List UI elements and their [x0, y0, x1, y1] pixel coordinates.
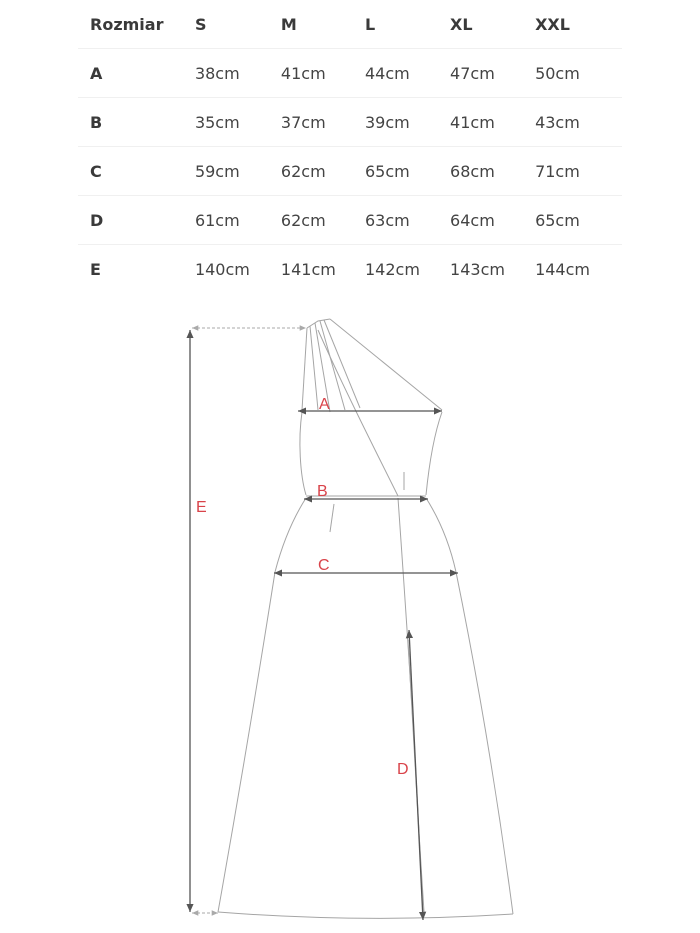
- table-cell: 62cm: [281, 147, 365, 196]
- row-label: E: [90, 259, 101, 279]
- table-cell: 141cm: [280, 259, 336, 279]
- measure-e: [190, 328, 306, 913]
- measure-c: [274, 557, 458, 574]
- label-d: D: [397, 761, 409, 778]
- header-size: Rozmiar: [78, 0, 195, 49]
- table-cell: 39cm: [365, 98, 450, 147]
- table-cell: 63cm: [365, 196, 450, 245]
- table-cell: 64cm: [450, 196, 535, 245]
- table-cell: 144cm: [535, 259, 590, 279]
- row-label: B: [78, 98, 195, 147]
- table-cell: 50cm: [535, 49, 622, 98]
- table-row: [78, 98, 622, 147]
- header-m: M: [281, 0, 365, 49]
- label-b: B: [317, 483, 328, 500]
- row-label: A: [78, 49, 195, 98]
- dress-outline: [218, 319, 513, 918]
- table-cell: 59cm: [195, 147, 281, 196]
- table-cell: 41cm: [450, 98, 535, 147]
- table-cell: 65cm: [535, 196, 622, 245]
- dress-measurement-diagram: [0, 300, 700, 933]
- table-cell: 65cm: [365, 147, 450, 196]
- label-c: C: [318, 557, 330, 574]
- table-cell: 43cm: [535, 98, 622, 147]
- table-cell: 38cm: [195, 49, 281, 98]
- measure-b: [304, 483, 428, 500]
- table-cell: 143cm: [450, 259, 505, 279]
- header-s: S: [195, 0, 281, 49]
- measure-d-line: [409, 630, 423, 920]
- measure-a: [298, 396, 442, 413]
- table-cell: 44cm: [365, 49, 450, 98]
- header-l: L: [365, 0, 450, 49]
- table-row: [78, 196, 622, 245]
- header-xl: XL: [450, 0, 535, 49]
- row-label: C: [78, 147, 195, 196]
- table-cell: 47cm: [450, 49, 535, 98]
- size-chart-table: [78, 0, 622, 293]
- label-a: A: [319, 396, 330, 413]
- dress-sketch: [0, 300, 700, 933]
- table-cell: 142cm: [365, 259, 420, 279]
- table-cell: 62cm: [281, 196, 365, 245]
- label-e: E: [196, 499, 207, 516]
- table-header-row: [78, 0, 622, 49]
- table-cell: 71cm: [535, 147, 622, 196]
- table-row: [78, 245, 622, 294]
- table-row: [78, 147, 622, 196]
- header-xxl: XXL: [535, 0, 622, 49]
- table-cell: 37cm: [281, 98, 365, 147]
- table-cell: 68cm: [450, 147, 535, 196]
- table-cell: 35cm: [195, 98, 281, 147]
- row-label: D: [78, 196, 195, 245]
- table-cell: 61cm: [195, 196, 281, 245]
- table-cell: 41cm: [281, 49, 365, 98]
- table-cell: 140cm: [194, 259, 250, 279]
- table-row: [78, 49, 622, 98]
